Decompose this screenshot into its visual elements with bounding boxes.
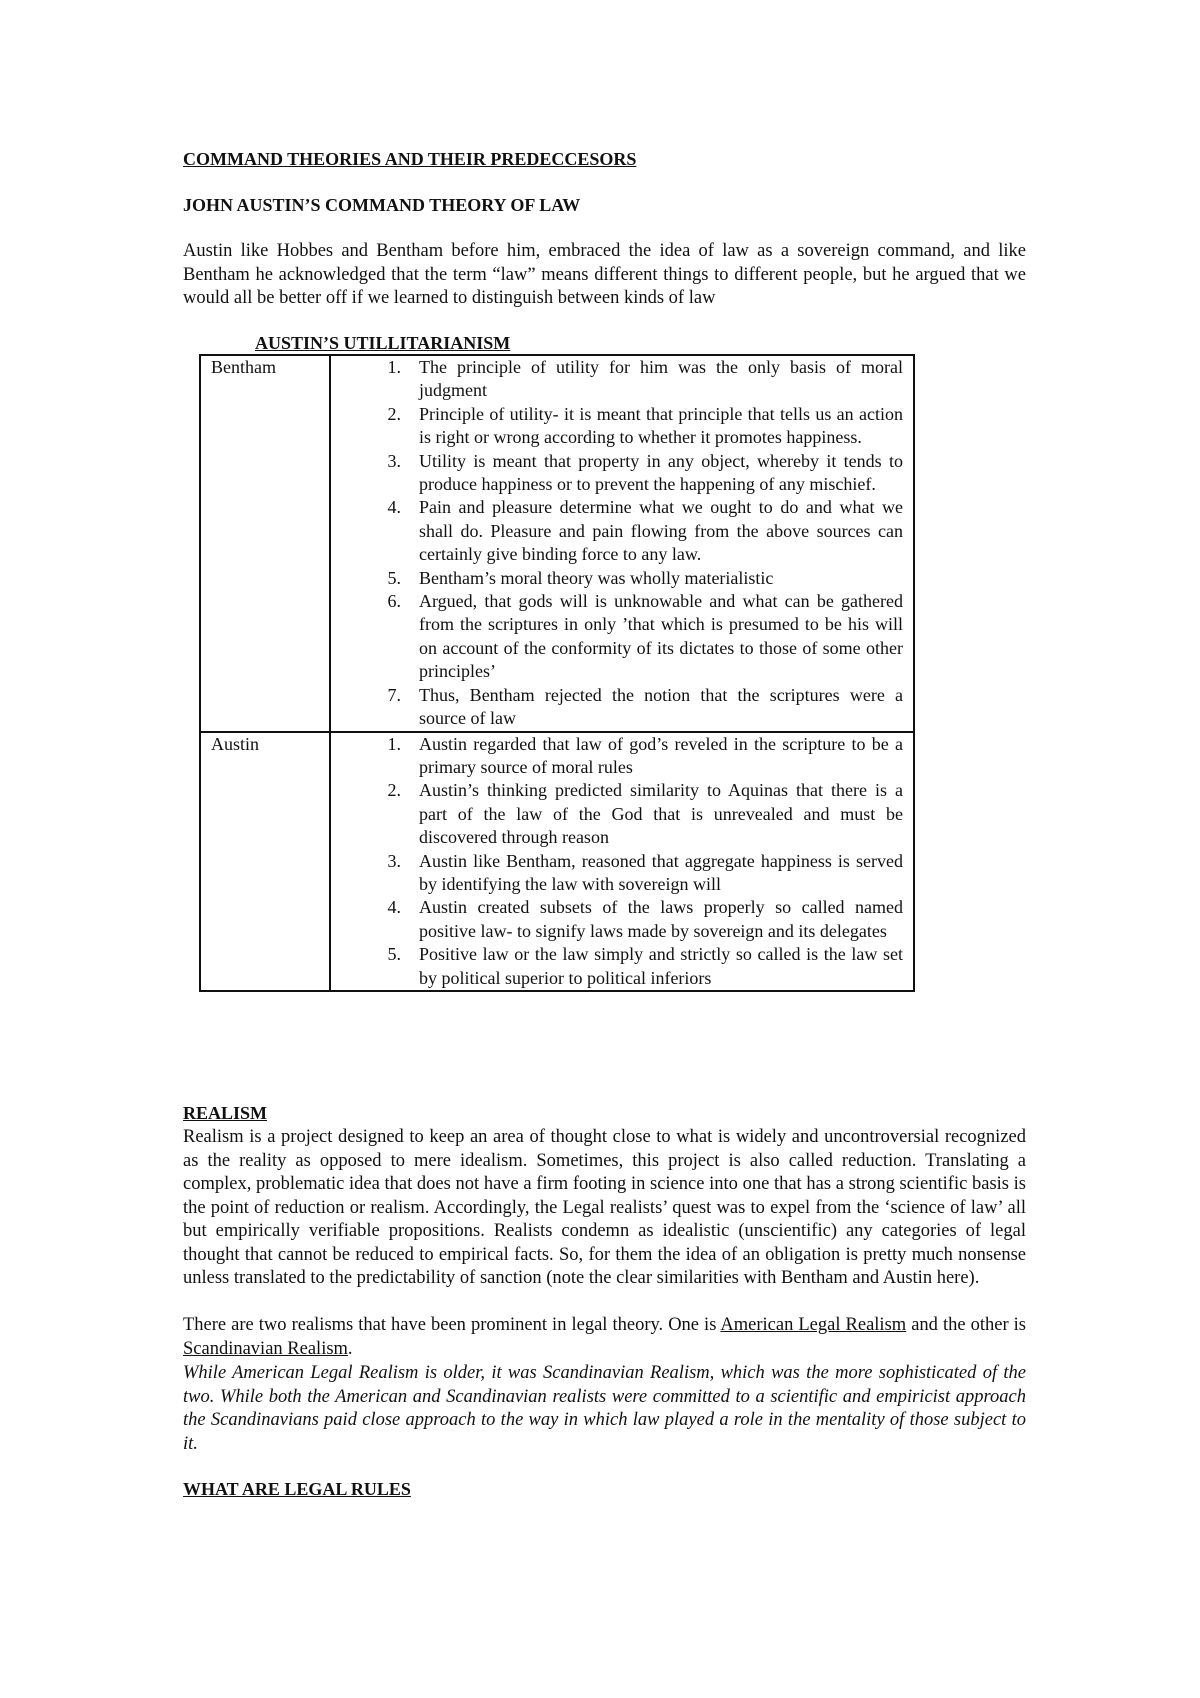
list-item: 3. Austin like Bentham, reasoned that aggregate happiness is served by identifying the law with sovereign will: [387, 850, 903, 894]
comparison-paragraph: While American Legal Realism is older, it was Scandinavian Realism, which was the more sophisticated of the two. While both the American and Scandinavian realists were committed to a scientific and empiricist approach the Scandinavians paid close approach to the way in which law played a role in the mentality of those subject to it.: [183, 1363, 1026, 1454]
legal-rules-heading: WHAT ARE LEGAL RULES: [183, 1479, 411, 1499]
utilitarianism-table: [199, 354, 915, 992]
row-label: Bentham: [200, 355, 330, 732]
list-item: 4. Austin created subsets of the laws properly so called named positive law- to signify laws made by sovereign and its delegates: [387, 897, 903, 941]
two-realisms-paragraph: There are two realisms that have been prominent in legal theory. One is American Legal Realism and the other is Scandinavian Realism.: [183, 1315, 1026, 1359]
list-item: 4. Pain and pleasure determine what we ought to do and what we shall do. Pleasure and pain flowing from the above sources can certainly give binding force to any law.: [387, 497, 903, 565]
scandinavian-realism: Scandinavian Realism: [183, 1338, 348, 1359]
intro-paragraph: Austin like Hobbes and Bentham before him, embraced the idea of law as a sovereign command, and like Bentham he acknowledged that the term “law” means different things to different people, but he argued that we would all be better off if we learned to distinguish between kinds of law: [183, 241, 1026, 308]
list-item: 1. The principle of utility for him was the only basis of moral judgment: [387, 357, 903, 401]
list-item: 2. Austin’s thinking predicted similarity to Aquinas that there is a part of the law of the God that is unrevealed and must be discovered through reason: [387, 780, 903, 848]
austin-points: [331, 733, 903, 990]
list-item: 5. Positive law or the law simply and strictly so called is the law set by political superior to political inferiors: [387, 944, 903, 988]
table-row-bentham: [200, 355, 914, 732]
section-heading-austin: JOHN AUSTIN’S COMMAND THEORY OF LAW: [183, 195, 581, 215]
realism-heading: REALISM: [183, 1103, 268, 1123]
realism-paragraph: Realism is a project designed to keep an area of thought close to what is widely and uncontroversial recognized as the reality as opposed to mere idealism. Sometimes, this project is also called reduction. Translating a complex, problematic idea that does not have a firm footing in science into one that has a strong scientific basis is the point of reduction or realism. Accordingly, the Legal realists’ quest was to expel from the ‘science of law’ all but empirically verifiable propositions. Realists condemn as idealistic (unscientific) any categories of legal thought that cannot be reduced to empirical facts. So, for them the idea of an obligation is pretty much nonsense unless translated to the predictability of sanction (note the clear similarities with Bentham and Austin here).: [183, 1127, 1026, 1288]
list-item: 3. Utility is meant that property in any object, whereby it tends to produce happiness or to prevent the happening of any mischief.: [387, 450, 903, 495]
table-title: AUSTIN’S UTILLITARIANISM: [255, 333, 511, 353]
list-item: 7. Thus, Bentham rejected the notion that the scriptures were a source of law: [387, 684, 903, 729]
bentham-points: [331, 356, 903, 731]
list-item: 2. Principle of utility- it is meant that principle that tells us an action is right or wrong according to whether it promotes happiness.: [387, 403, 903, 448]
american-legal-realism: American Legal Realism: [720, 1315, 907, 1335]
list-item: 6. Argued, that gods will is unknowable and what can be gathered from the scriptures in only ’that which is presumed to be his will on account of the conformity of its dictates to those of some other principles’: [387, 591, 903, 682]
table-row-austin: [200, 732, 914, 991]
document-title: COMMAND THEORIES AND THEIR PREDECCESORS: [183, 149, 637, 169]
list-item: 1. Austin regarded that law of god’s reveled in the scripture to be a primary source of moral rules: [387, 733, 903, 777]
list-item: 5. Bentham’s moral theory was wholly materialistic: [387, 567, 774, 588]
row-label: Austin: [200, 732, 330, 991]
